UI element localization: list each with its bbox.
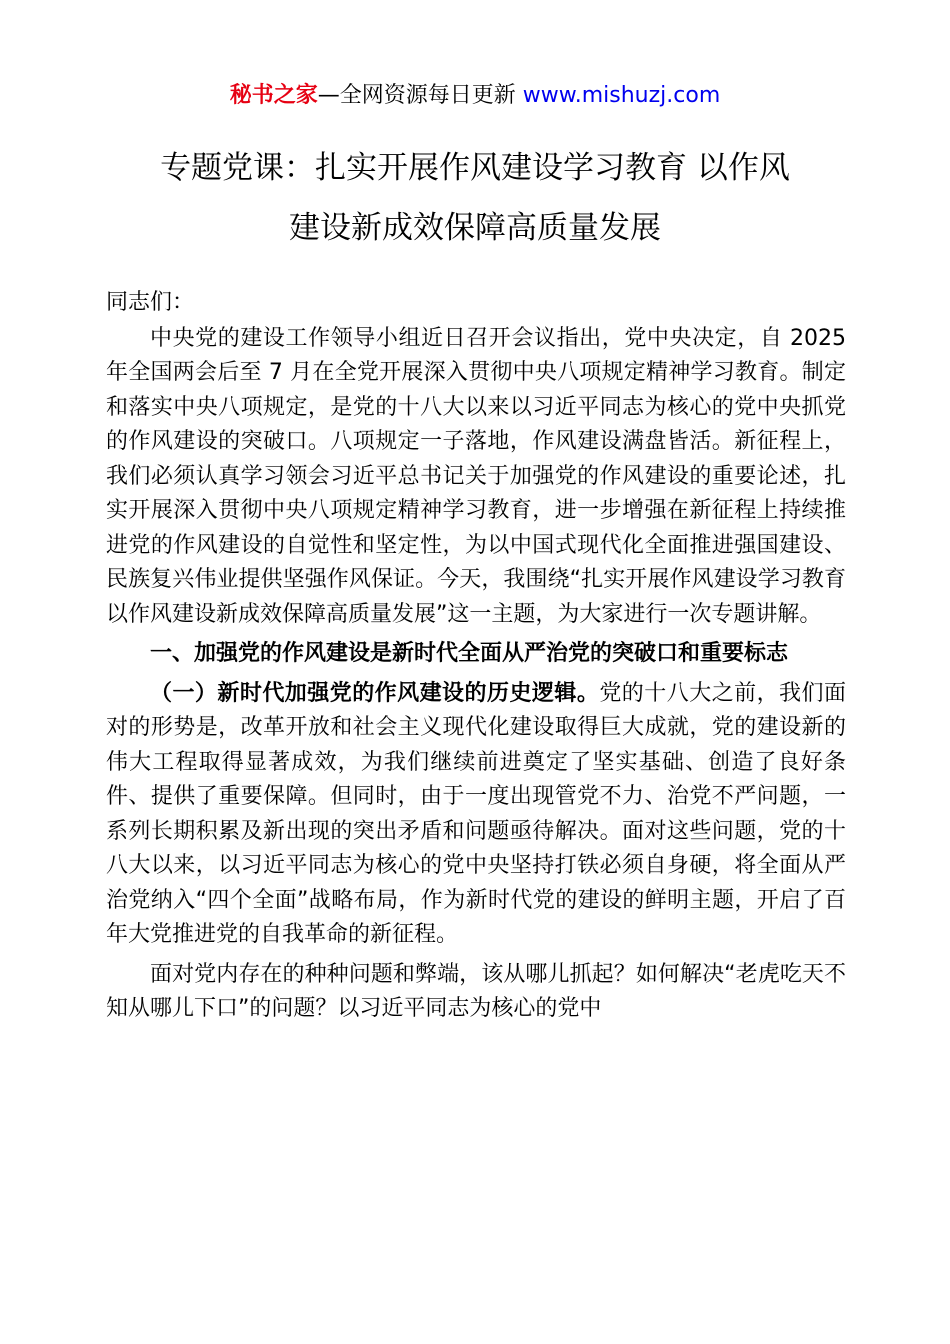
- site-header: [0, 80, 950, 112]
- document-body: [106, 286, 846, 1027]
- title-line-1: 专题党课：扎实开展作风建设学习教育 以作风: [160, 150, 790, 186]
- paragraph-intro: 中央党的建设工作领导小组近日召开会议指出，党中央决定，自 2025 年全国两会后至 7 月在全党开展深入贯彻中央八项规定精神学习教育。制定和落实中央八项规定，是党的十八大以来以习近平同志为核心的党中央抓党的作风建设的突破口。八项规定一子落地，作风建设满盘皆活。新征程上，我们必须认真学习领会习近平总书记关于加强党的作风建设的重要论述，扎实开展深入贯彻中央八项规定精神学习教育，进一步增强在新征程上持续推进党的作风建设的自觉性和坚定性，为以中国式现代化全面推进强国建设、民族复兴伟业提供坚强作风保证。今天，我围绕“扎实开展作风建设学习教育 以作风建设新成效保障高质量发展”这一主题，为大家进行一次专题讲解。: [106, 325, 846, 627]
- site-slogan: —全网资源每日更新: [317, 83, 523, 108]
- salutation: 同志们：: [106, 290, 195, 315]
- section-heading-1: 一、加强党的作风建设是新时代全面从严治党的突破口和重要标志: [150, 641, 789, 666]
- paragraph-question: 面对党内存在的种种问题和弊端，该从哪儿抓起？如何解决“老虎吃天不知从哪儿下口”的问题？以习近平同志为核心的党中: [106, 961, 846, 1021]
- paragraph-history-text: 党的十八大之前，我们面对的形势是，改革开放和社会主义现代化建设取得巨大成就，党的建设新的伟大工程取得显著成效，为我们继续前进奠定了坚实基础、创造了良好条件、提供了重要保障。但同时，由于一度出现管党不力、治党不严问题，一系列长期积累及新出现的突出矛盾和问题亟待解决。面对这些问题，党的十八大以来，以习近平同志为核心的党中央坚持打铁必须自身硬，将全面从严治党纳入“四个全面”战略布局，作为新时代党的建设的鲜明主题，开启了百年大党推进党的自我革命的新征程。: [106, 680, 846, 947]
- paragraph-history: [106, 677, 846, 953]
- subsection-heading-1: （一）新时代加强党的作风建设的历史逻辑。: [150, 680, 600, 706]
- title-line-2: 建设新成效保障高质量发展: [289, 210, 661, 246]
- document-title: [60, 138, 890, 258]
- site-brand: 秘书之家: [229, 83, 318, 108]
- site-url-link[interactable]: www.mishuzj.com: [522, 83, 721, 108]
